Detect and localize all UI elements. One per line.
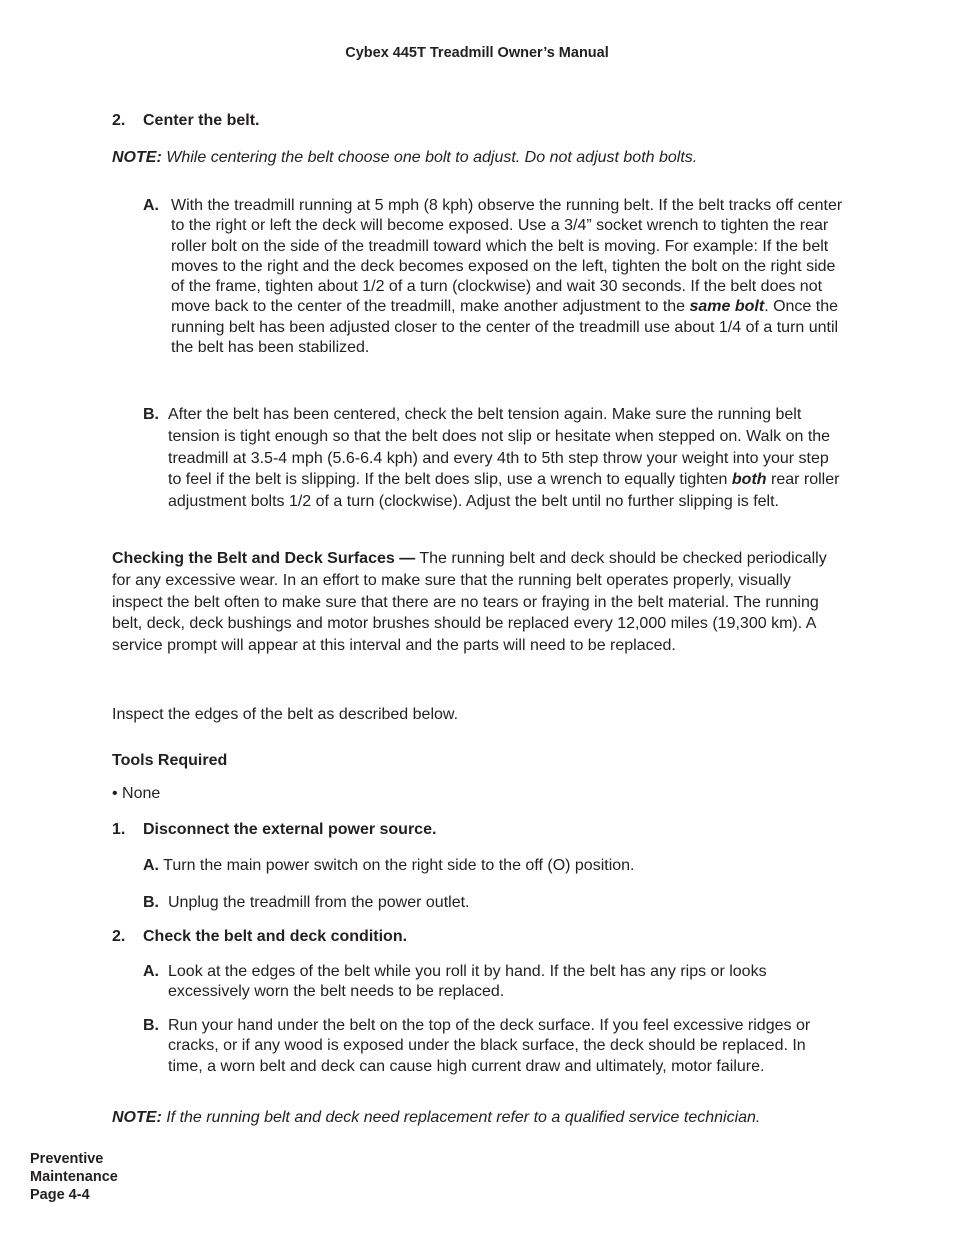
note-replacement	[112, 1109, 760, 1127]
footer-section: Maintenance	[30, 1169, 118, 1185]
substep-letter: B.	[143, 406, 159, 423]
inspect-intro: Inspect the edges of the belt as described below.	[112, 706, 459, 723]
step-center-belt	[112, 112, 259, 130]
tools-item: • None	[112, 785, 161, 802]
page-number: Page 4-4	[30, 1187, 90, 1203]
note-label: NOTE:	[112, 149, 162, 166]
substep-text-part: . Once the running belt has been adjusted closer to the center of the treadmill use about 1/4 of a turn until the belt has been stabilized.	[171, 298, 839, 357]
substep-text-part: With the treadmill running at 5 mph (8 kph) observe the running belt. If the belt tracks off center to the right or left the deck will become exposed. Use a 3/4” socket wrench to tighten the rear roller bolt on the side of the treadmill toward which the belt is moving. For example: If the belt moves to the right and the deck becomes exposed on the left, tighten the bolt on the right side of the frame, tighten about 1/2 of a turn (clockwise) and wait 30 seconds. If the belt does not move back to the center of the treadmill, make another adjustment to the	[171, 197, 843, 316]
emphasis-same-bolt: same bolt	[689, 298, 765, 316]
step-title: Center the belt.	[143, 112, 260, 129]
step-title: Check the belt and deck condition.	[143, 928, 408, 945]
substep-unplug	[143, 893, 843, 913]
substep-letter: B.	[143, 894, 159, 911]
step-disconnect-power	[112, 821, 436, 839]
emphasis-both: both	[731, 471, 767, 489]
substep-text: Unplug the treadmill from the power outlet.	[168, 894, 470, 911]
substep-letter: A.	[143, 857, 159, 874]
note-label: NOTE:	[112, 1109, 162, 1126]
step-title: Disconnect the external power source.	[143, 821, 437, 838]
substep-b-tension	[143, 404, 843, 513]
substep-text: Run your hand under the belt on the top of the deck surface. If you feel excessive ridges or cracks, or if any wood is exposed under the black surface, the deck should be replaced. In time, a worn belt and deck can cause high current draw and ultimately, motor failure.	[168, 1017, 811, 1075]
step-number: 2.	[112, 928, 126, 945]
checking-heading: Checking the Belt and Deck Surfaces —	[112, 550, 416, 567]
substep-letter: A.	[143, 197, 159, 214]
manual-title: Cybex 445T Treadmill Owner’s Manual	[345, 45, 609, 61]
substep-check-edges	[143, 962, 843, 1003]
footer-section: Preventive	[30, 1151, 104, 1167]
tools-heading: Tools Required	[112, 752, 228, 769]
step-check-condition	[112, 928, 407, 946]
substep-text-part: rear roller adjustment bolts 1/2 of a turn (clockwise). Adjust the belt until no further slipping is felt.	[168, 471, 840, 511]
substep-text: Turn the main power switch on the right side to the off (O) position.	[163, 857, 635, 874]
substep-letter: B.	[143, 1017, 159, 1034]
step-number: 1.	[112, 821, 126, 838]
substep-check-deck	[143, 1016, 843, 1077]
page-footer	[30, 1150, 118, 1204]
substep-text: Look at the edges of the belt while you roll it by hand. If the belt has any rips or looks excessively worn the belt needs to be replaced.	[168, 963, 767, 1001]
substep-text	[143, 196, 843, 358]
checking-text: The running belt and deck should be checked periodically for any excessive wear. In an effort to make sure that the running belt operates properly, visually inspect the belt often to make sure that there are no tears or fraying in the belt material. The running belt, deck, deck bushings and motor brushes should be replaced every 12,000 miles (19,300 km). A service prompt will appear at this interval and the parts will need to be replaced.	[112, 550, 827, 655]
substep-a-track-belt	[143, 196, 843, 358]
note-text: While centering the belt choose one bolt to adjust. Do not adjust both bolts.	[166, 149, 698, 166]
substep-text-part: After the belt has been centered, check the belt tension again. Make sure the running belt tension is tight enough so that the belt does not slip or hesitate when stepped on. Walk on the treadmill at 3.5-4 mph (5.6-6.4 kph) and every 4th to 5th step throw your weight into your step to feel if the belt is slipping. If the belt does slip, use a wrench to equally tighten	[168, 406, 831, 489]
substep-power-switch	[143, 857, 635, 875]
checking-paragraph	[112, 548, 840, 657]
substep-letter: A.	[143, 963, 159, 980]
step-number: 2.	[112, 112, 126, 129]
note-centering	[112, 149, 697, 167]
note-text: If the running belt and deck need replacement refer to a qualified service technician.	[166, 1109, 761, 1126]
substep-text	[143, 404, 843, 513]
